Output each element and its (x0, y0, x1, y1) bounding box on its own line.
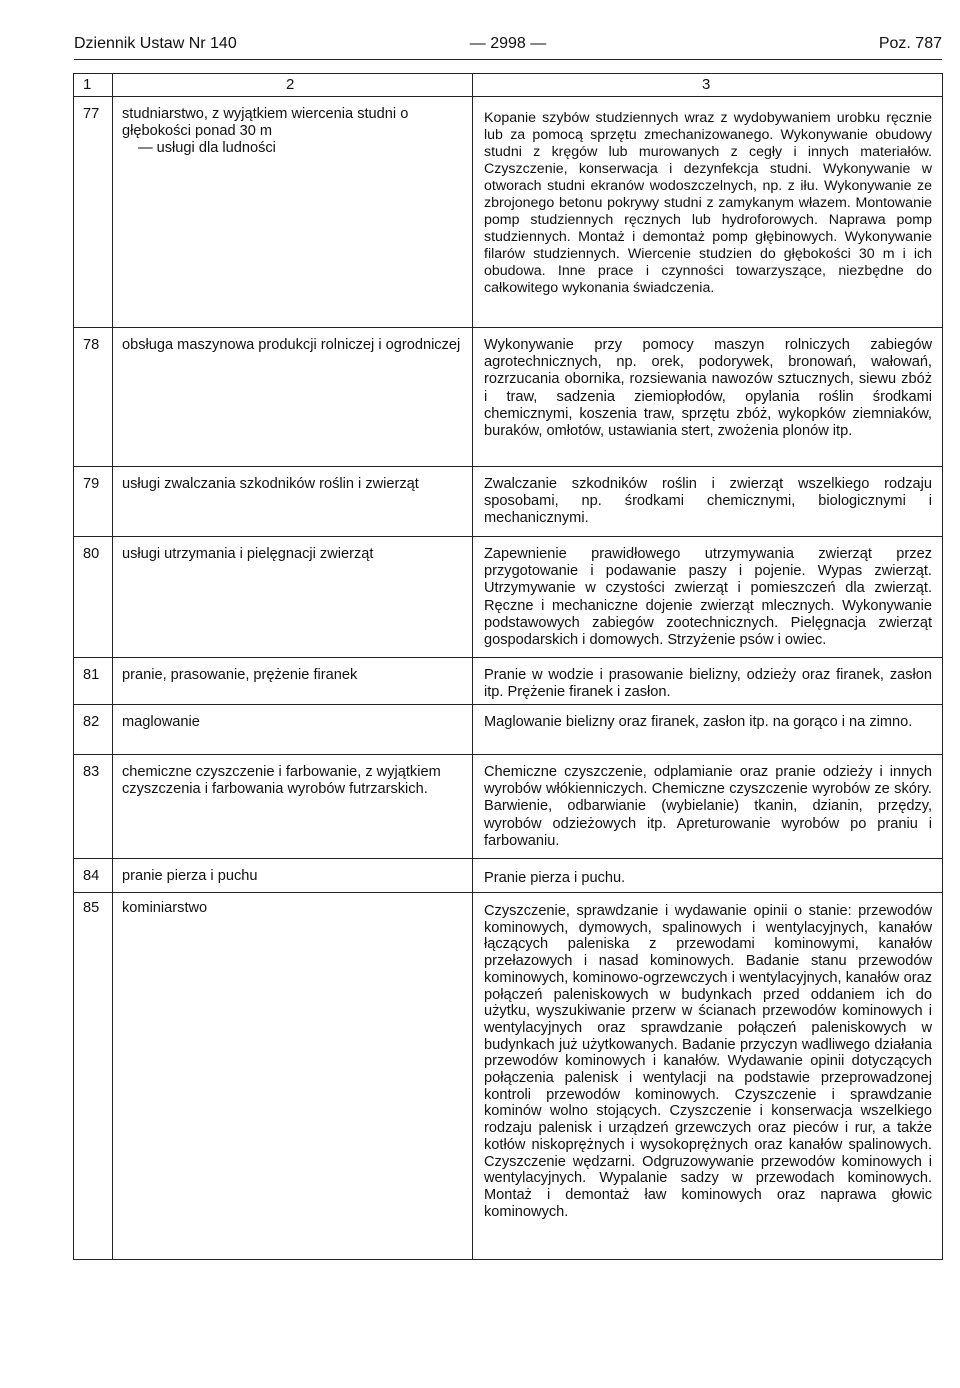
service-name (122, 106, 462, 158)
service-name-note: — usługi dla ludności (138, 140, 276, 157)
service-description: Wykonywanie przy pomocy maszyn rolniczych zabiegów agrotechnicznych, np. orek, podorywek, bronowań, wałowań, rozrzucania obornika, rozsiewania nawozów sztucznych, siewu zbóż i traw, sadzenia ziemiopłodów, opylania roślin środkami chemicznymi, koszenia traw, sprzętu zbóż, wykopków ziemniaków, buraków, omłotów, ustawiania stert, zwożenia plonów itp. (484, 337, 932, 440)
service-name: chemiczne czyszczenie i farbowanie, z wyjątkiem czyszczenia i farbowania wyrobów futrzarskich. (122, 764, 441, 798)
row-number: 79 (83, 476, 100, 492)
column-header-1: 1 (83, 76, 92, 93)
row-number: 83 (83, 764, 100, 780)
service-description: Zwalczanie szkodników roślin i zwierząt wszelkiego rodzaju sposobami, np. środkami chemicznymi, biologicznymi i mechanicznymi. (484, 476, 932, 527)
page-number: — 2998 — (469, 35, 547, 52)
service-name-text: studniarstwo, z wyjątkiem wiercenia studni o głębokości ponad 30 m (122, 106, 409, 140)
service-name: obsługa maszynowa produkcji rolniczej i ogrodniczej (122, 337, 461, 353)
service-name: kominiarstwo (122, 900, 208, 916)
service-description: Pranie pierza i puchu. (484, 870, 626, 886)
column-header-2: 2 (286, 76, 295, 93)
service-name: usługi zwalczania szkodników roślin i zwierząt (122, 476, 419, 492)
service-description: Chemiczne czyszczenie, odplamianie oraz pranie odzieży i innych wyrobów włókienniczych. Chemiczne czyszczenie wyrobów ze skóry. Barwienie, odbarwianie (wybielanie) tkanin, dzianin, przędzy, wyrobów odzieżowych itp. Apreturowanie wyrobów po praniu i farbowaniu. (484, 764, 932, 849)
row-divider (74, 892, 942, 893)
row-divider (74, 327, 942, 328)
journal-title: Dziennik Ustaw Nr 140 (74, 35, 237, 52)
row-number: 78 (83, 337, 100, 353)
service-description: Maglowanie bielizny oraz firanek, zasłon itp. na gorąco i na zimno. (484, 714, 913, 730)
row-divider (74, 754, 942, 755)
row-number: 85 (83, 900, 100, 916)
service-description: Pranie w wodzie i prasowanie bielizny, odzieży oraz firanek, zasłon itp. Prężenie firanek i zasłon. (484, 667, 932, 701)
service-name: maglowanie (122, 714, 200, 730)
services-table (73, 73, 943, 1260)
row-divider (74, 657, 942, 658)
column-divider (112, 74, 113, 1259)
row-number: 84 (83, 868, 100, 884)
row-divider (74, 858, 942, 859)
row-number: 82 (83, 714, 100, 730)
header-row-divider (74, 96, 942, 97)
service-name: pranie, prasowanie, prężenie firanek (122, 667, 358, 683)
service-description: Zapewnienie prawidłowego utrzymywania zwierząt przez przygotowanie i podawanie paszy i pojenie. Wypas zwierząt. Utrzymywanie w czystości zwierząt i pomieszczeń dla zwierząt. Ręczne i mechaniczne dojenie zwierząt mlecznych. Wykonywanie podstawowych zabiegów zootechnicznych. Pielęgnacja zwierząt gospodarskich i domowych. Strzyżenie psów i owiec. (484, 546, 932, 649)
header-divider (74, 59, 942, 60)
service-name: pranie pierza i puchu (122, 868, 258, 884)
column-divider (472, 74, 473, 1259)
row-divider (74, 466, 942, 467)
service-description: Czyszczenie, sprawdzanie i wydawanie opinii o stanie: przewodów kominowych, dymowych, spalinowych i wentylacyjnych, kanałów łączących paleniska z przewodami kominowymi, kanałów przełazowych i nasad kominowych. Badanie stanu przewodów kominowych, kominowo-ogrzewczych i wentylacyjnych, kanałów oraz połączeń paleniskowych w budynkach przed oddaniem ich do użytku, wyszukiwanie przerw w ścianach przewodów kominowych i wentylacyjnych oraz sprawdzanie połączeń paleniskowych w budynkach już użytkowanych. Badanie przyczyn wadliwego działania przewodów kominowych i kanałów. Wydawanie opinii dotyczących połączenia palenisk i wentylacji na podstawie przeprowadzonej kontroli przewodów kominowych. Czyszczenie i sprawdzanie kominów wolno stojących. Czyszczenie i konserwacja wszelkiego rodzaju palenisk i urządzeń grzewczych oraz pieców i rur, a także kotłów niskoprężnych i wysokoprężnych oraz kanałów spalinowych. Czyszczenie wędzarni. Odgruzowywanie przewodów kominowych i wentylacyjnych. Wypalanie sadzy w przewodach kominowych. Montaż i demontaż ław kominowych oraz naprawa głowic kominowych. (484, 903, 932, 1220)
row-number: 81 (83, 667, 100, 683)
service-description: Kopanie szybów studziennych wraz z wydobywaniem urobku ręcznie lub za pomocą sprzętu zmechanizowanego. Wykonywanie obudowy studni z kręgów lub murowanych z cegły i innych materiałów. Czyszczenie, konserwacja i dezynfekcja studni. Wykonywanie w otworach studni ekranów wodoszczelnych, np. z iłu. Wykonywanie ze zbrojonego betonu pokrywy studni z zamykanym włazem. Montowanie pomp studziennych ręcznych lub hydroforowych. Naprawa pomp studziennych. Montaż i demontaż pomp głębinowych. Wykonywanie filarów studziennych. Wiercenie studzien do głębokości 30 m i ich obudowa. Inne prace i czynności towarzyszące, niezbędne do całkowitego wykonania świadczenia. (484, 110, 932, 296)
row-divider (74, 536, 942, 537)
column-header-3: 3 (702, 76, 711, 93)
row-number: 80 (83, 546, 100, 562)
row-number: 77 (83, 106, 100, 122)
page-header (74, 33, 942, 55)
position-number: Poz. 787 (878, 35, 942, 52)
row-divider (74, 704, 942, 705)
service-name: usługi utrzymania i pielęgnacji zwierząt (122, 546, 374, 562)
